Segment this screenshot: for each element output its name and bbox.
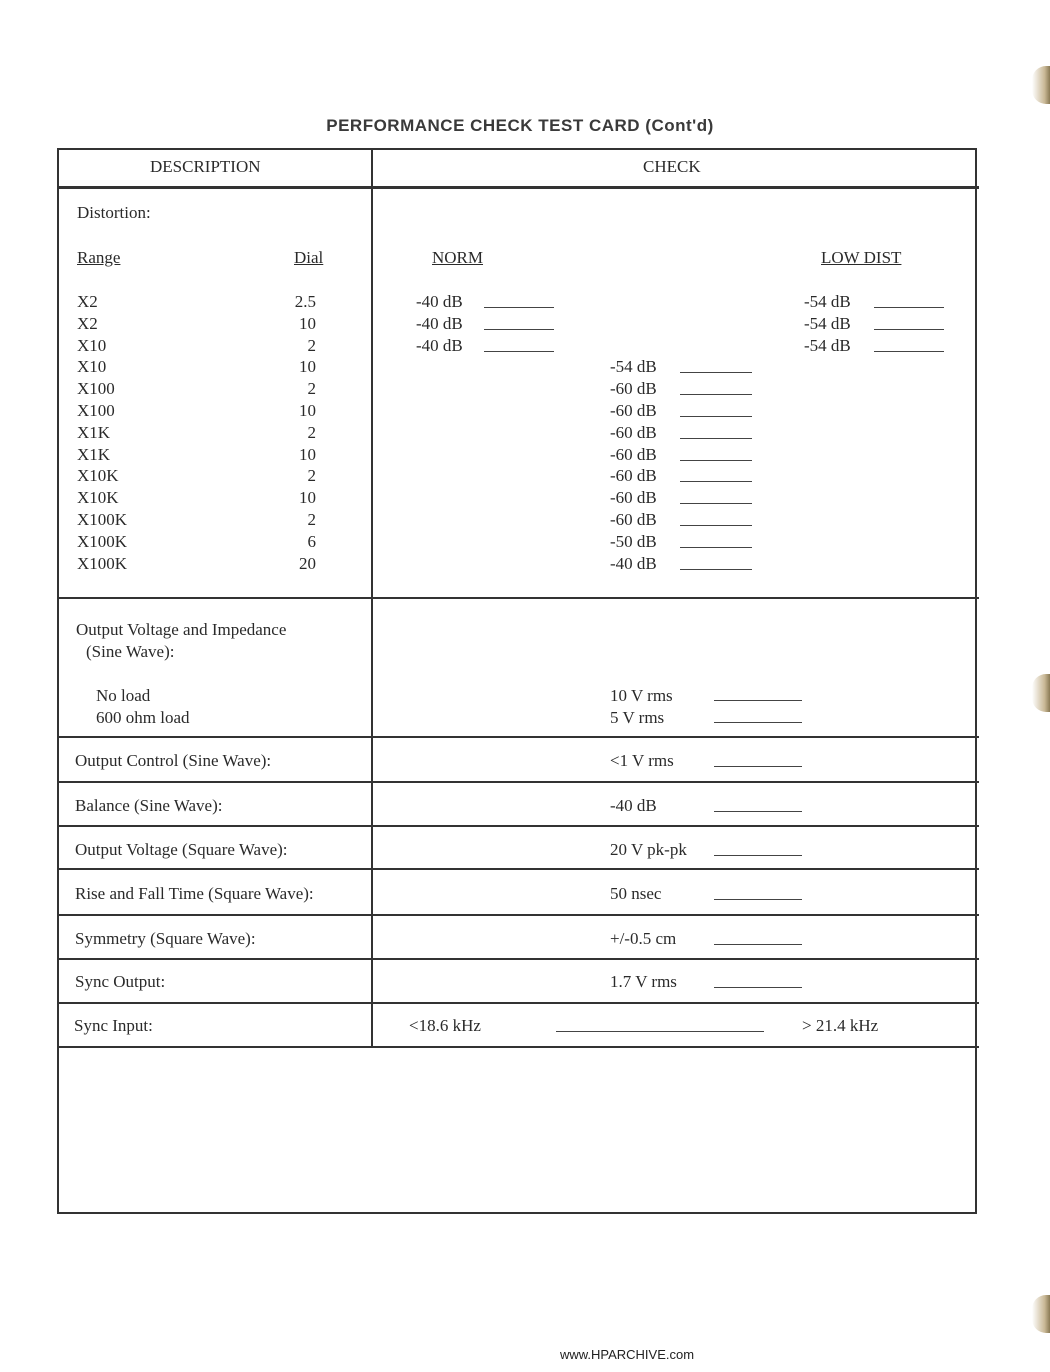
check-label: Output Control (Sine Wave): (75, 751, 272, 770)
dial-cell: 2 (307, 335, 316, 355)
binder-tab (1032, 674, 1050, 712)
check-value: -40 dB (610, 796, 657, 815)
entry-blank[interactable] (714, 987, 802, 988)
norm-value: -40 dB (416, 292, 463, 311)
range-cell: X1K (77, 444, 111, 464)
sync-input-low: <18.6 kHz (409, 1016, 481, 1035)
low-dist-value: -54 dB (804, 292, 851, 311)
range-cell: X2 (77, 292, 98, 311)
row-divider (57, 825, 979, 827)
dial-cell: 2 (307, 466, 316, 486)
range-cell: X10K (77, 466, 119, 486)
check-label: Symmetry (Square Wave): (75, 929, 256, 948)
entry-blank[interactable] (714, 855, 802, 856)
check-value: -60 dB (610, 466, 657, 486)
dial-cell: 10 (299, 488, 316, 508)
output-voltage-label-2: (Sine Wave): (86, 642, 175, 661)
dial-cell: 10 (299, 357, 316, 377)
check-value: +/-0.5 cm (610, 929, 677, 948)
dial-cell: 20 (299, 553, 316, 573)
page-title: PERFORMANCE CHECK TEST CARD (Cont'd) (326, 116, 714, 135)
row-divider (57, 1046, 979, 1048)
range-cell: X10 (77, 335, 107, 355)
low-dist-header: LOW DIST (821, 248, 902, 267)
check-label: Balance (Sine Wave): (75, 796, 223, 815)
column-divider (371, 148, 373, 1046)
check-value: -60 dB (610, 510, 657, 529)
binder-tab (1032, 1295, 1050, 1333)
entry-blank[interactable] (680, 438, 752, 439)
row-divider (57, 781, 979, 783)
entry-blank[interactable] (484, 329, 554, 330)
check-value: -60 dB (610, 422, 657, 442)
no-load-value: 10 V rms (610, 686, 673, 705)
check-value: 1.7 V rms (610, 972, 677, 991)
range-cell: X1K (77, 422, 111, 442)
entry-blank[interactable] (874, 307, 944, 308)
check-value: -60 dB (610, 379, 657, 399)
entry-blank[interactable] (714, 766, 802, 767)
footer-url: www.HPARCHIVE.com (559, 1347, 695, 1362)
check-value: -60 dB (610, 488, 657, 508)
low-dist-value: -54 dB (804, 335, 851, 355)
distortion-label: Distortion: (77, 203, 151, 222)
range-cell: X2 (77, 313, 98, 333)
row-divider (57, 958, 979, 960)
dial-header: Dial (294, 248, 324, 267)
row-divider (57, 914, 979, 916)
check-label: Sync Output: (75, 972, 166, 991)
entry-blank[interactable] (680, 372, 752, 373)
check-value: -50 dB (610, 531, 657, 551)
entry-blank[interactable] (680, 394, 752, 395)
dial-cell: 2 (307, 379, 316, 399)
load-label: 600 ohm load (96, 708, 190, 727)
header-description: DESCRIPTION (150, 157, 261, 176)
norm-header: NORM (432, 248, 484, 267)
norm-value: -40 dB (416, 313, 463, 333)
dial-cell: 6 (307, 531, 316, 551)
entry-blank[interactable] (714, 700, 802, 701)
range-cell: X10K (77, 488, 119, 508)
entry-blank[interactable] (680, 481, 752, 482)
range-header: Range (77, 248, 121, 267)
entry-blank[interactable] (484, 351, 554, 352)
binder-tab (1032, 66, 1050, 104)
check-value: -54 dB (610, 357, 657, 377)
entry-blank[interactable] (714, 722, 802, 723)
entry-blank[interactable] (714, 944, 802, 945)
no-load-label: No load (96, 686, 151, 705)
norm-value: -40 dB (416, 335, 463, 355)
row-divider (57, 597, 979, 599)
output-voltage-label: Output Voltage and Impedance (76, 620, 287, 639)
range-cell: X100 (77, 401, 115, 420)
dial-cell: 2 (307, 422, 316, 442)
check-label: Output Voltage (Square Wave): (75, 840, 288, 859)
entry-blank[interactable] (874, 329, 944, 330)
entry-blank[interactable] (484, 307, 554, 308)
entry-blank[interactable] (680, 569, 752, 570)
range-cell: X100K (77, 553, 128, 573)
entry-blank[interactable] (680, 460, 752, 461)
header-check: CHECK (643, 157, 701, 176)
entry-blank[interactable] (556, 1031, 764, 1032)
row-divider (57, 868, 979, 870)
check-value: 50 nsec (610, 884, 662, 903)
check-value: -40 dB (610, 553, 657, 573)
entry-blank[interactable] (680, 416, 752, 417)
header-divider (57, 186, 979, 189)
range-cell: X100 (77, 379, 115, 399)
range-cell: X100K (77, 531, 128, 551)
sync-input-label: Sync Input: (74, 1016, 153, 1035)
range-cell: X100K (77, 510, 128, 529)
dial-cell: 10 (299, 444, 316, 464)
row-divider (57, 736, 979, 738)
check-value: <1 V rms (610, 751, 674, 770)
sync-input-high: > 21.4 kHz (802, 1016, 879, 1035)
entry-blank[interactable] (680, 503, 752, 504)
check-value: -60 dB (610, 401, 657, 420)
load-value: 5 V rms (610, 708, 665, 727)
dial-cell: 10 (299, 313, 316, 333)
entry-blank[interactable] (874, 351, 944, 352)
entry-blank[interactable] (680, 547, 752, 548)
entry-blank[interactable] (714, 811, 802, 812)
low-dist-value: -54 dB (804, 313, 851, 333)
check-value: 20 V pk-pk (610, 840, 687, 859)
dial-cell: 2 (307, 510, 316, 529)
entry-blank[interactable] (680, 525, 752, 526)
entry-blank[interactable] (714, 899, 802, 900)
range-cell: X10 (77, 357, 107, 377)
row-divider (57, 1002, 979, 1004)
dial-cell: 10 (299, 401, 316, 420)
check-value: -60 dB (610, 444, 657, 464)
dial-cell: 2.5 (294, 292, 316, 311)
check-label: Rise and Fall Time (Square Wave): (75, 884, 314, 903)
